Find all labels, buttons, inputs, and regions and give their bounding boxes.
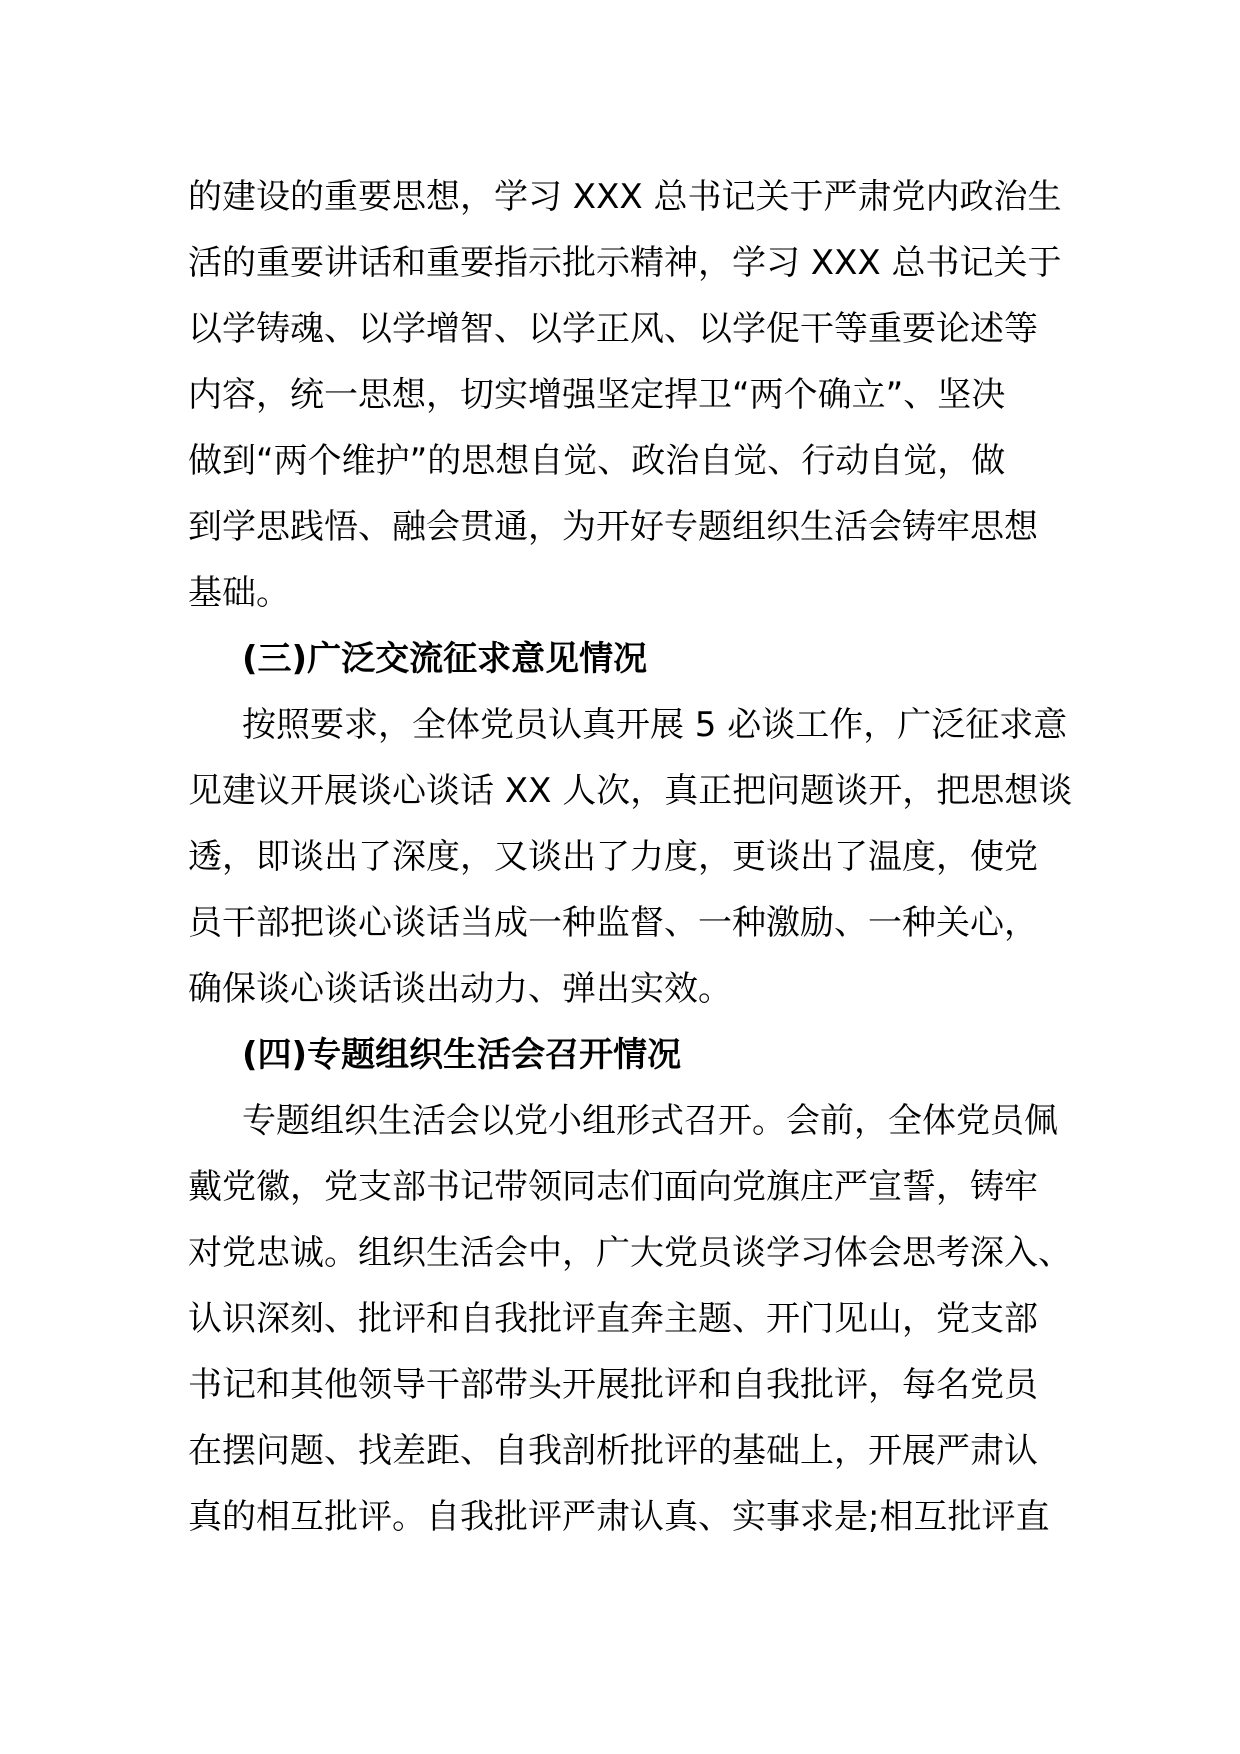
section-heading-4: (四)专题组织生活会召开情况 [242,1035,682,1075]
paragraph-line: 做到“两个维护”的思想自觉、政治自觉、行动自觉，做 [188,441,1006,481]
paragraph-line: 戴党徽，党支部书记带领同志们面向党旗庄严宣誓，铸牢 [188,1167,1038,1207]
section-heading-3: (三)广泛交流征求意见情况 [242,639,648,679]
paragraph-line: 员干部把谈心谈话当成一种监督、一种激励、一种关心， [188,903,1038,943]
paragraph-line: 的建设的重要思想，学习 XXX 总书记关于严肃党内政治生 [188,177,1062,217]
paragraph-line: 到学思践悟、融会贯通，为开好专题组织生活会铸牢思想 [188,507,1038,547]
paragraph-line: 透，即谈出了深度，又谈出了力度，更谈出了温度，使党 [188,837,1038,877]
paragraph-line: 内容，统一思想，切实增强坚定捍卫“两个确立”、坚决 [188,375,1006,415]
paragraph-line: 在摆问题、找差距、自我剖析批评的基础上，开展严肃认 [188,1431,1038,1471]
paragraph-line: 专题组织生活会以党小组形式召开。会前，全体党员佩 [242,1101,1058,1141]
section-3-paragraph [188,692,1073,1022]
section-4-paragraph [188,1088,1072,1550]
paragraph-line: 按照要求，全体党员认真开展 5 必谈工作，广泛征求意 [242,705,1068,745]
paragraph-line: 见建议开展谈心谈话 XX 人次，真正把问题谈开，把思想谈 [188,771,1073,811]
paragraph-line: 认识深刻、批评和自我批评直奔主题、开门见山，党支部 [188,1299,1038,1339]
paragraph-line: 活的重要讲话和重要指示批示精神，学习 XXX 总书记关于 [188,243,1062,283]
paragraph-line: 真的相互批评。自我批评严肃认真、实事求是;相互批评直 [188,1497,1050,1537]
paragraph-line: 对党忠诚。组织生活会中，广大党员谈学习体会思考深入、 [188,1233,1072,1273]
paragraph-line: 以学铸魂、以学增智、以学正风、以学促干等重要论述等 [188,309,1038,349]
intro-paragraph [188,164,1062,626]
paragraph-line: 基础。 [188,573,290,613]
paragraph-line: 确保谈心谈话谈出动力、弹出实效。 [188,969,732,1009]
document-body [188,164,1073,1550]
paragraph-line: 书记和其他领导干部带头开展批评和自我批评，每名党员 [188,1365,1038,1405]
